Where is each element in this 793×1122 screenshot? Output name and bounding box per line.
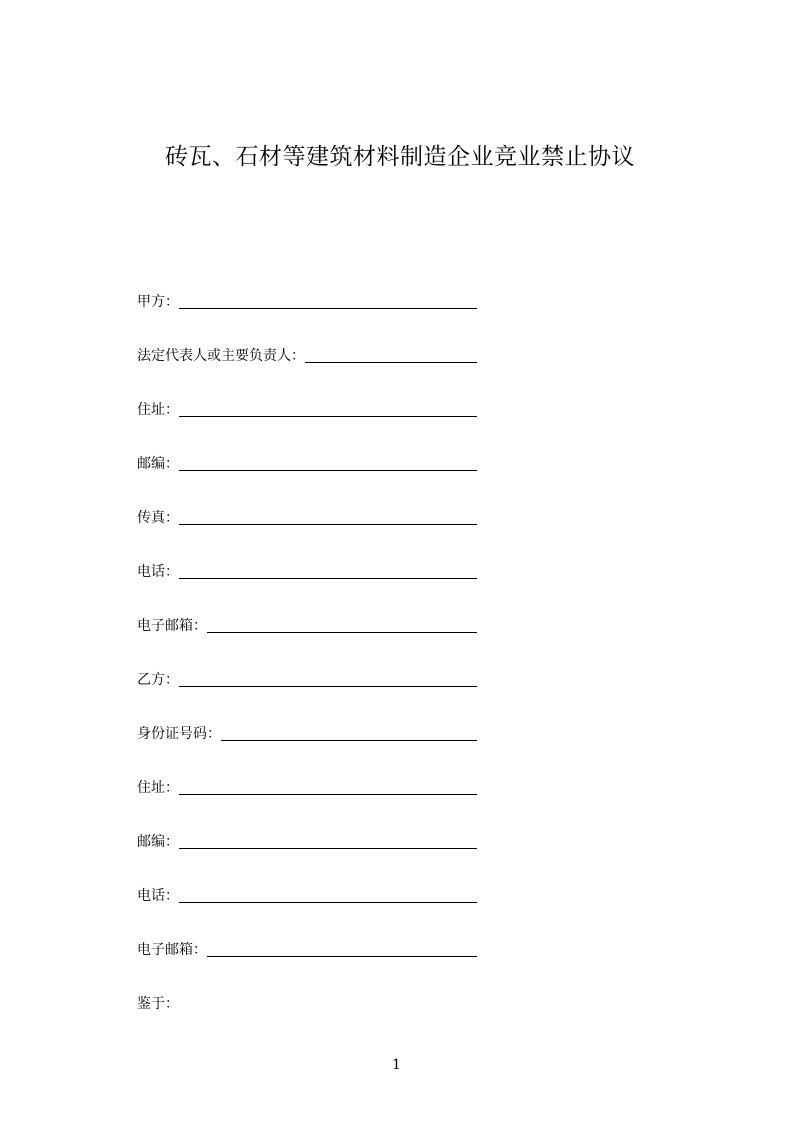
blank-line — [207, 616, 477, 633]
blank-line — [179, 508, 477, 525]
field-label: 住址： — [137, 780, 179, 796]
page-number: 1 — [392, 1057, 401, 1073]
field-label: 身份证号码： — [137, 726, 221, 742]
spacer — [179, 995, 477, 1011]
field-label: 邮编： — [137, 456, 179, 472]
party-a-address-field — [137, 398, 477, 420]
blank-line — [221, 724, 477, 741]
legal-representative-field — [137, 344, 477, 366]
document-title: 砖瓦、石材等建筑材料制造企业竞业禁止协议 — [165, 144, 635, 170]
party-b-id-number-field — [137, 722, 477, 744]
blank-line — [179, 886, 477, 903]
field-label: 乙方： — [137, 672, 179, 688]
field-label: 住址： — [137, 402, 179, 418]
party-info-section — [137, 290, 477, 1046]
blank-line — [179, 562, 477, 579]
blank-line — [179, 670, 477, 687]
party-b-field — [137, 668, 477, 690]
party-a-fax-field — [137, 506, 477, 528]
party-b-postcode-field — [137, 830, 477, 852]
party-b-address-field — [137, 776, 477, 798]
blank-line — [179, 400, 477, 417]
blank-line — [179, 832, 477, 849]
party-b-phone-field — [137, 884, 477, 906]
party-a-field — [137, 290, 477, 312]
blank-line — [179, 292, 477, 309]
party-b-email-field — [137, 938, 477, 960]
field-label: 电话： — [137, 564, 179, 580]
blank-line — [179, 778, 477, 795]
field-label: 鉴于： — [137, 996, 179, 1012]
field-label: 电子邮箱： — [137, 942, 207, 958]
blank-line — [305, 346, 477, 363]
field-label: 传真： — [137, 510, 179, 526]
blank-line — [179, 454, 477, 471]
field-label: 法定代表人或主要负责人： — [137, 348, 305, 364]
whereas-heading — [137, 992, 477, 1014]
field-label: 甲方： — [137, 294, 179, 310]
blank-line — [207, 940, 477, 957]
field-label: 电话： — [137, 888, 179, 904]
party-a-email-field — [137, 614, 477, 636]
field-label: 邮编： — [137, 834, 179, 850]
party-a-postcode-field — [137, 452, 477, 474]
field-label: 电子邮箱： — [137, 618, 207, 634]
party-a-phone-field — [137, 560, 477, 582]
